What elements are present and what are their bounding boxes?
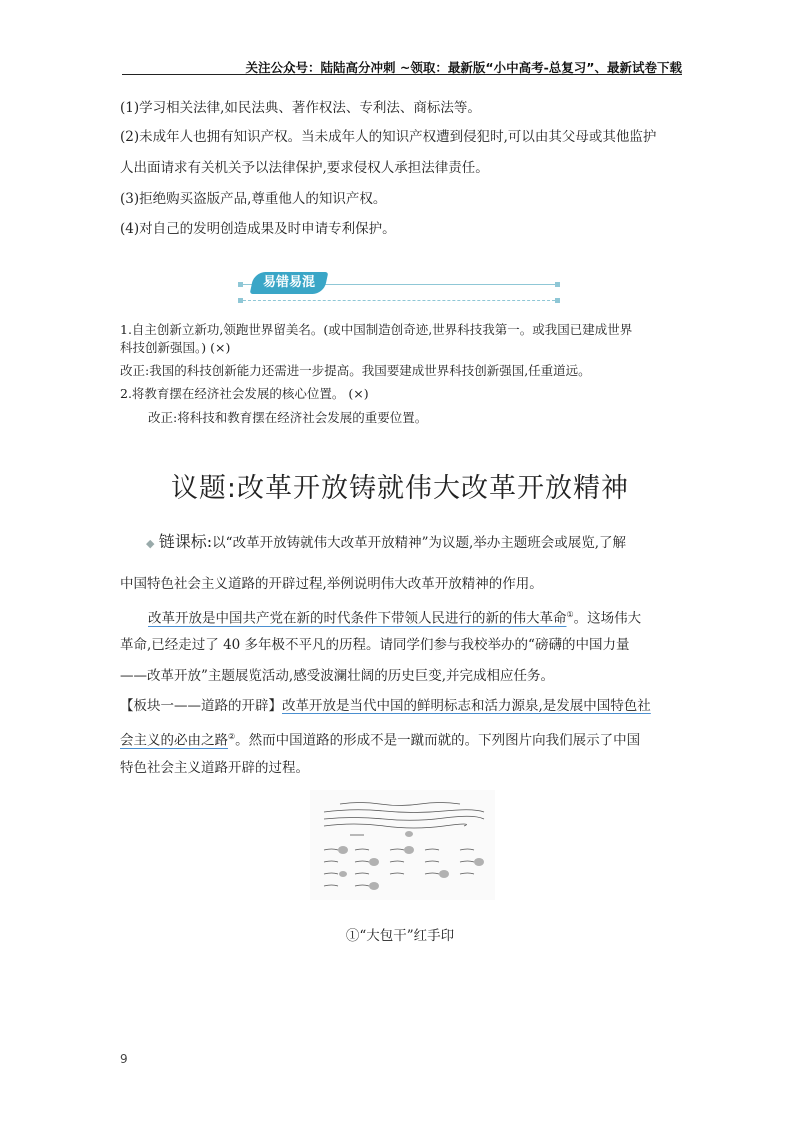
footnote-marker: ② bbox=[228, 732, 236, 741]
header-rule bbox=[122, 74, 682, 75]
figure-caption: ①“大包干”红手印 bbox=[345, 928, 455, 944]
banner-dot bbox=[555, 282, 560, 287]
topic-title: 议题:改革开放铸就伟大改革开放精神 bbox=[170, 473, 630, 504]
banner-dot bbox=[238, 298, 243, 303]
section-banner bbox=[250, 272, 329, 294]
red-handprint-document-photo bbox=[310, 790, 495, 900]
section-label: 【板块一——道路的开辟】 bbox=[120, 698, 282, 714]
standard-text-cont: 中国特色社会主义道路的开辟过程,举例说明伟大改革开放精神的作用。 bbox=[120, 576, 543, 592]
section-paragraph bbox=[120, 696, 651, 716]
paragraph-1-line3: ——改革开放”主题展览活动,感受波澜壮阔的历史巨变,并完成相应任务。 bbox=[120, 668, 554, 684]
underlined-text: 改革开放是当代中国的鲜明标志和活力源泉,是发展中国特色社 bbox=[282, 698, 651, 714]
paragraph-1 bbox=[148, 605, 641, 629]
standard-label: 链课标: bbox=[158, 532, 213, 551]
list-item-2: (2)未成年人也拥有知识产权。当未成年人的知识产权遭到侵犯时,可以由其父母或其他监护 bbox=[120, 129, 657, 145]
underlined-text: 会主义的必由之路 bbox=[120, 732, 228, 749]
banner-rule-bottom bbox=[238, 300, 560, 301]
section-paragraph-line3: 特色社会主义道路开辟的过程。 bbox=[120, 760, 309, 776]
standard-text: 以“改革开放铸就伟大改革开放精神”为议题,举办主题班会或展览,了解 bbox=[212, 535, 627, 551]
banner-label: 易错易混 bbox=[262, 275, 315, 290]
diamond-icon: ◆ bbox=[146, 537, 155, 550]
error-item-1: 1.自主创新立新功,领跑世界留美名。(或中国制造创奇迹,世界科技我第一。或我国已建成世界 bbox=[120, 322, 633, 337]
banner-dot bbox=[555, 298, 560, 303]
error-item-1-cont: 科技创新强国。) (×) bbox=[120, 340, 231, 355]
footnote-marker: ① bbox=[566, 610, 574, 619]
list-item-2-cont: 人出面请求有关机关予以法律保护,要求侵权人承担法律责任。 bbox=[120, 160, 489, 176]
paragraph-1-line2: 革命,已经走过了 40 多年极不平凡的历程。请同学们参与我校举办的“磅礴的中国力量 bbox=[120, 637, 630, 653]
section-paragraph-line2 bbox=[120, 727, 640, 751]
correction-2: 改正:将科技和教育摆在经济社会发展的重要位置。 bbox=[148, 410, 428, 425]
list-item-4: (4)对自己的发明创造成果及时申请专利保护。 bbox=[120, 221, 396, 237]
paragraph-text: 。然而中国道路的形成不是一蹴而就的。下列图片向我们展示了中国 bbox=[235, 732, 641, 749]
error-item-2: 2.将教育摆在经济社会发展的核心位置。 (×) bbox=[120, 386, 369, 401]
banner-dot bbox=[238, 282, 243, 287]
page-number: 9 bbox=[120, 1052, 128, 1066]
curriculum-standard bbox=[146, 532, 626, 554]
list-item-3: (3)拒绝购买盗版产品,尊重他人的知识产权。 bbox=[120, 191, 387, 207]
paragraph-text: 。这场伟大 bbox=[573, 610, 642, 627]
list-item-1: (1)学习相关法律,如民法典、著作权法、专利法、商标法等。 bbox=[120, 100, 481, 116]
page-header: 关注公众号：陆陆高分冲刺 ~领取：最新版“小中高考-总复习”、最新试卷下载 bbox=[245, 60, 682, 75]
underlined-text: 改革开放是中国共产党在新的时代条件下带领人民进行的新的伟大革命 bbox=[148, 610, 567, 627]
correction-1: 改正:我国的科技创新能力还需进一步提高。我国要建成世界科技创新强国,任重道远。 bbox=[120, 363, 591, 378]
